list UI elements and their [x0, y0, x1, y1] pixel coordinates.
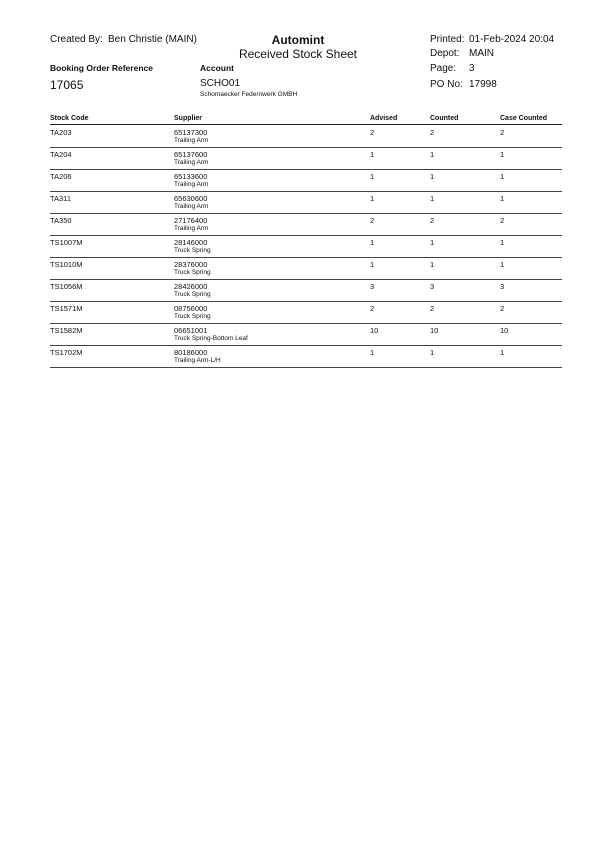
- header-divider: [50, 124, 562, 125]
- supplier-code-cell: 28146000: [174, 238, 208, 247]
- supplier-description-cell: Trailing Arm-L/H: [174, 357, 221, 364]
- printed-value: 01-Feb-2024 20:04: [469, 34, 555, 45]
- advised-cell: 2: [370, 128, 375, 137]
- counted-cell: 10: [430, 326, 439, 335]
- supplier-code-cell: 28426000: [174, 282, 208, 291]
- created-by-value: Ben Christie (MAIN): [108, 34, 197, 45]
- created-by-label: Created By:: [50, 34, 103, 45]
- account-code: SCHO01: [200, 78, 241, 89]
- case-counted-cell: 1: [500, 172, 505, 181]
- supplier-description-cell: Truck Spring: [174, 313, 211, 320]
- counted-cell: 2: [430, 304, 435, 313]
- col-header-case-counted: Case Counted: [500, 115, 548, 122]
- col-header-advised: Advised: [370, 115, 398, 122]
- counted-cell: 1: [430, 194, 435, 203]
- page-label: Page:: [430, 63, 457, 74]
- supplier-code-cell: 65137300: [174, 128, 208, 137]
- stock-code-cell: TS1702M: [50, 348, 83, 357]
- stock-code-cell: TS1571M: [50, 304, 83, 313]
- stock-code-cell: TS1010M: [50, 260, 83, 269]
- supplier-description-cell: Trailing Arm: [174, 203, 209, 210]
- supplier-description-cell: Trailing Arm: [174, 181, 209, 188]
- advised-cell: 2: [370, 216, 375, 225]
- supplier-code-cell: 65137600: [174, 150, 208, 159]
- supplier-code-cell: 65630600: [174, 194, 208, 203]
- advised-cell: 10: [370, 326, 379, 335]
- counted-cell: 3: [430, 282, 435, 291]
- case-counted-cell: 1: [500, 348, 505, 357]
- stock-code-cell: TA350: [50, 216, 72, 225]
- advised-cell: 1: [370, 172, 375, 181]
- stock-code-cell: TA311: [50, 194, 71, 203]
- supplier-description-cell: Truck Spring: [174, 269, 211, 276]
- row-divider: [50, 301, 562, 302]
- case-counted-cell: 10: [500, 326, 509, 335]
- supplier-description-cell: Truck Spring: [174, 247, 211, 254]
- stock-code-cell: TA203: [50, 128, 72, 137]
- depot-label: Depot:: [430, 48, 460, 59]
- depot-value: MAIN: [469, 48, 494, 59]
- page-value: 3: [469, 63, 475, 74]
- row-divider: [50, 147, 562, 148]
- counted-cell: 1: [430, 260, 435, 269]
- supplier-code-cell: 80186000: [174, 348, 208, 357]
- supplier-code-cell: 27176400: [174, 216, 208, 225]
- advised-cell: 3: [370, 282, 375, 291]
- counted-cell: 2: [430, 216, 435, 225]
- supplier-description-cell: Truck Spring-Bottom Leaf: [174, 335, 248, 342]
- document-title: Received Stock Sheet: [238, 47, 358, 61]
- counted-cell: 1: [430, 172, 435, 181]
- case-counted-cell: 2: [500, 216, 505, 225]
- supplier-code-cell: 65133600: [174, 172, 208, 181]
- advised-cell: 1: [370, 150, 375, 159]
- row-divider: [50, 169, 562, 170]
- stock-code-cell: TS1582M: [50, 326, 83, 335]
- supplier-description-cell: Trailing Arm: [174, 137, 209, 144]
- supplier-description-cell: Trailing Arm: [174, 159, 209, 166]
- col-header-counted: Counted: [430, 115, 459, 122]
- row-divider: [50, 257, 562, 258]
- po-value: 17998: [469, 79, 497, 90]
- advised-cell: 1: [370, 260, 375, 269]
- advised-cell: 1: [370, 348, 375, 357]
- po-label: PO No:: [430, 79, 463, 90]
- row-divider: [50, 367, 562, 368]
- row-divider: [50, 213, 562, 214]
- printed-label: Printed:: [430, 34, 465, 45]
- stock-code-cell: TA206: [50, 172, 72, 181]
- row-divider: [50, 235, 562, 236]
- stock-code-cell: TA204: [50, 150, 72, 159]
- col-header-supplier: Supplier: [174, 115, 203, 122]
- booking-ref-value: 17065: [50, 78, 84, 92]
- case-counted-cell: 1: [500, 260, 505, 269]
- advised-cell: 1: [370, 194, 375, 203]
- case-counted-cell: 3: [500, 282, 505, 291]
- supplier-description-cell: Truck Spring: [174, 291, 211, 298]
- row-divider: [50, 323, 562, 324]
- supplier-code-cell: 08756000: [174, 304, 208, 313]
- company-name: Automint: [271, 33, 325, 47]
- case-counted-cell: 2: [500, 128, 505, 137]
- row-divider: [50, 191, 562, 192]
- account-label: Account: [200, 63, 234, 73]
- account-name: Schomaecker Federnwerk GMBH: [200, 91, 298, 98]
- advised-cell: 1: [370, 238, 375, 247]
- stock-code-cell: TS1056M: [50, 282, 83, 291]
- supplier-code-cell: 28376000: [174, 260, 208, 269]
- counted-cell: 1: [430, 348, 435, 357]
- case-counted-cell: 1: [500, 150, 505, 159]
- case-counted-cell: 2: [500, 304, 505, 313]
- case-counted-cell: 1: [500, 194, 505, 203]
- case-counted-cell: 1: [500, 238, 505, 247]
- row-divider: [50, 279, 562, 280]
- col-header-stock-code: Stock Code: [50, 115, 89, 122]
- counted-cell: 1: [430, 150, 435, 159]
- booking-ref-label: Booking Order Reference: [50, 63, 153, 73]
- stock-code-cell: TS1007M: [50, 238, 83, 247]
- advised-cell: 2: [370, 304, 375, 313]
- supplier-description-cell: Trailing Arm: [174, 225, 209, 232]
- counted-cell: 2: [430, 128, 435, 137]
- supplier-code-cell: 06651001: [174, 326, 208, 335]
- row-divider: [50, 345, 562, 346]
- counted-cell: 1: [430, 238, 435, 247]
